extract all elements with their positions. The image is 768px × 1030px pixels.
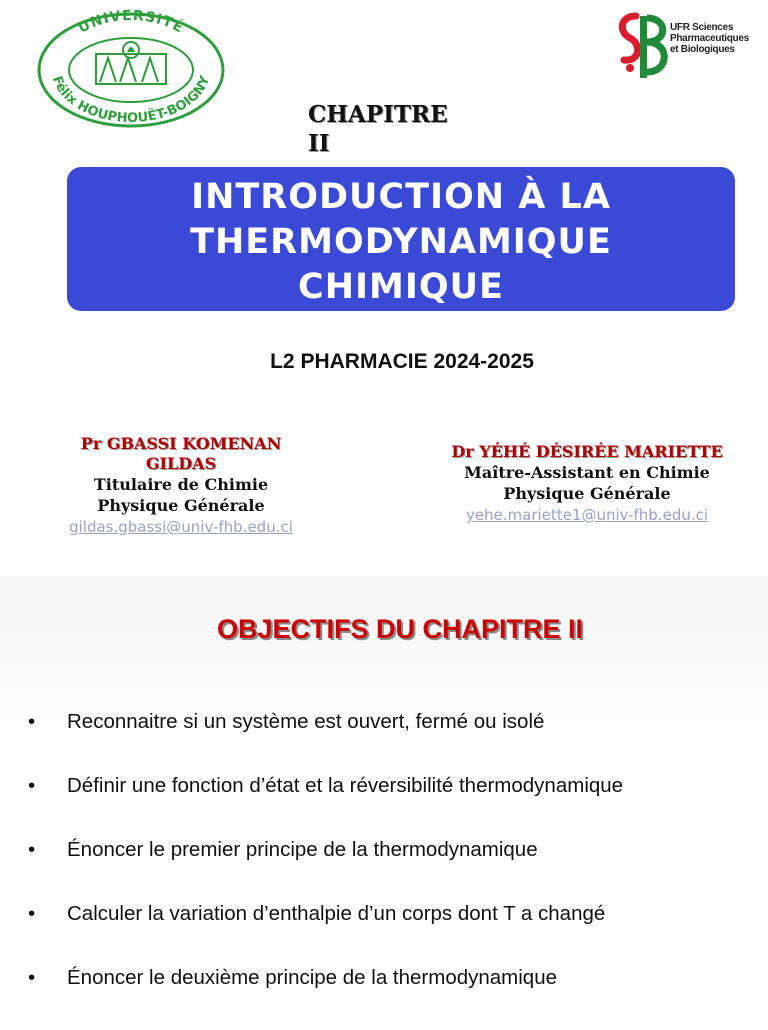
author-card-2 bbox=[420, 442, 754, 526]
objectives-title: OBJECTIFS DU CHAPITRE II bbox=[216, 614, 584, 644]
bullet-icon: • bbox=[28, 710, 36, 733]
svg-text:UNIVERSITÉ: UNIVERSITÉ bbox=[75, 8, 187, 37]
title-line-3: CHIMIQUE bbox=[298, 267, 504, 307]
bullet-icon: • bbox=[28, 902, 36, 925]
author-name-cont: GILDAS bbox=[145, 454, 217, 473]
author-role-cont: Physique Générale bbox=[503, 484, 671, 503]
list-item: • Énoncer le premier principe de la thermodynamique bbox=[28, 838, 538, 861]
svg-text:Félix HOUPHOUËT-BOIGNY: Félix HOUPHOUËT-BOIGNY bbox=[48, 74, 214, 127]
list-item: • Énoncer le deuxième principe de la thermodynamique bbox=[28, 966, 558, 989]
title-banner bbox=[67, 167, 735, 311]
ufr-spb-logo bbox=[614, 10, 749, 80]
bullet-icon: • bbox=[28, 966, 36, 989]
bullet-icon: • bbox=[28, 774, 36, 797]
list-item: • Définir une fonction d’état et la réversibilité thermodynamique bbox=[28, 774, 624, 797]
spb-letters-icon bbox=[614, 10, 670, 80]
objectives-list bbox=[28, 710, 748, 1030]
author-role-cont: Physique Générale bbox=[97, 496, 265, 515]
author-name: Dr YÉHÉ DÉSIRÉE MARIETTE bbox=[451, 442, 723, 461]
title-line-1: INTRODUCTION À LA bbox=[191, 177, 611, 217]
author-role: Titulaire de Chimie bbox=[93, 475, 269, 494]
list-item: • Calculer la variation d’enthalpie d’un corps dont T a changé bbox=[28, 902, 606, 925]
chapter-label: CHAPITRE II bbox=[308, 101, 448, 157]
ufr-label: UFR Sciences Pharmaceutiques et Biologiques bbox=[670, 22, 749, 55]
author-email-link[interactable]: gildas.gbassi@univ-fhb.edu.ci bbox=[69, 518, 293, 536]
author-name: Pr GBASSI KOMENAN bbox=[80, 434, 282, 453]
university-seal-logo bbox=[36, 8, 226, 128]
author-email-link[interactable]: yehe.mariette1@univ-fhb.edu.ci bbox=[465, 506, 709, 524]
title-line-2: THERMODYNAMIQUE bbox=[190, 222, 612, 262]
bullet-icon: • bbox=[28, 838, 36, 861]
author-role: Maître-Assistant en Chimie bbox=[464, 463, 710, 482]
author-card-1 bbox=[36, 434, 326, 538]
list-item: • Reconnaitre si un système est ouvert, fermé ou isolé bbox=[28, 710, 545, 733]
course-level: L2 PHARMACIE 2024-2025 bbox=[270, 350, 534, 373]
